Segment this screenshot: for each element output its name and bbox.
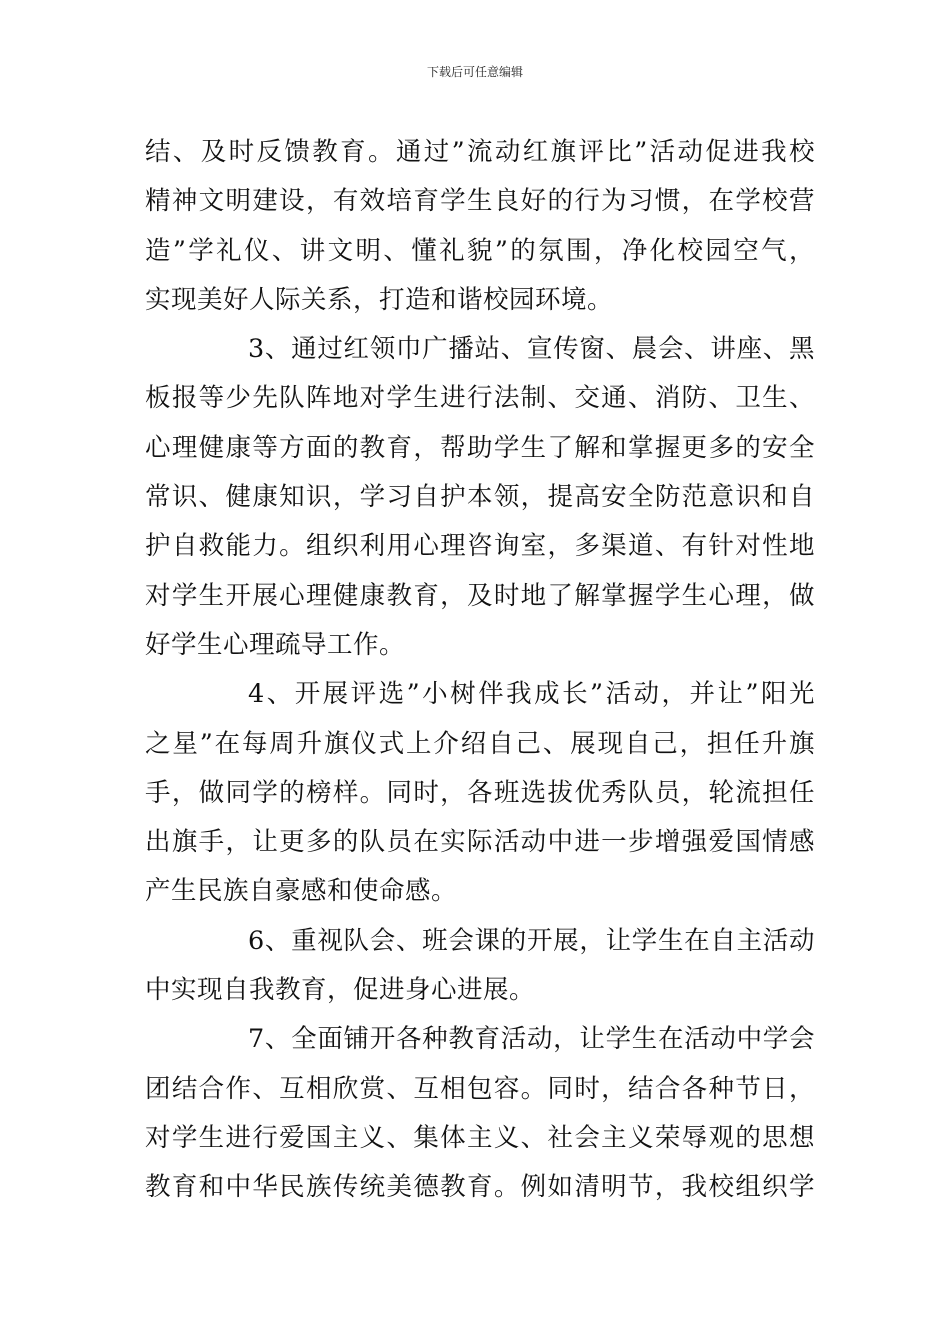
text-line: 心理健康等方面的教育，帮助学生了解和掌握更多的安全 xyxy=(145,432,815,463)
text-line: 造”学礼仪、讲文明、懂礼貌”的氛围，净化校园空气， xyxy=(145,235,815,266)
text-line: 教育和中华民族传统美德教育。例如清明节，我校组织学 xyxy=(145,1172,815,1203)
text-line: 对学生开展心理健康教育，及时地了解掌握学生心理，做 xyxy=(145,580,815,611)
text-line: 之星”在每周升旗仪式上介绍自己、展现自己，担任升旗 xyxy=(145,728,815,759)
text-line: 团结合作、互相欣赏、互相包容。同时，结合各种节日， xyxy=(145,1073,815,1104)
text-line: 精神文明建设，有效培育学生良好的行为习惯，在学校营 xyxy=(145,186,815,217)
text-line: 常识、健康知识，学习自护本领，提高安全防范意识和自 xyxy=(145,482,815,513)
text-line: 产生民族自豪感和使命感。 xyxy=(145,876,458,907)
text-line: 护自救能力。组织利用心理咨询室，多渠道、有针对性地 xyxy=(145,531,815,562)
text-line: 实现美好人际关系，打造和谐校园环境。 xyxy=(145,284,614,315)
text-line: 手，做同学的榜样。同时，各班选拔优秀队员，轮流担任 xyxy=(145,777,815,808)
paragraph-first-line: 6、重视队会、班会课的开展，让学生在自主活动 xyxy=(248,925,815,956)
body-text xyxy=(145,128,815,1213)
page-header: 下载后可任意编辑 xyxy=(426,65,523,79)
text-line: 好学生心理疏导工作。 xyxy=(145,629,406,660)
paragraph-first-line: 4、开展评选”小树伴我成长”活动，并让”阳光 xyxy=(248,679,815,710)
paragraph-first-line: 7、全面铺开各种教育活动，让学生在活动中学会 xyxy=(248,1024,815,1055)
text-line: 对学生进行爱国主义、集体主义、社会主义荣辱观的思想 xyxy=(145,1122,815,1153)
text-line: 板报等少先队阵地对学生进行法制、交通、消防、卫生、 xyxy=(145,383,815,414)
text-line: 中实现自我教育，促进身心进展。 xyxy=(145,975,536,1006)
paragraph-first-line: 3、通过红领巾广播站、宣传窗、晨会、讲座、黑 xyxy=(248,334,815,365)
text-line: 出旗手，让更多的队员在实际活动中进一步增强爱国情感 xyxy=(145,827,815,858)
text-line: 结、及时反馈教育。通过”流动红旗评比”活动促进我校 xyxy=(145,137,815,167)
